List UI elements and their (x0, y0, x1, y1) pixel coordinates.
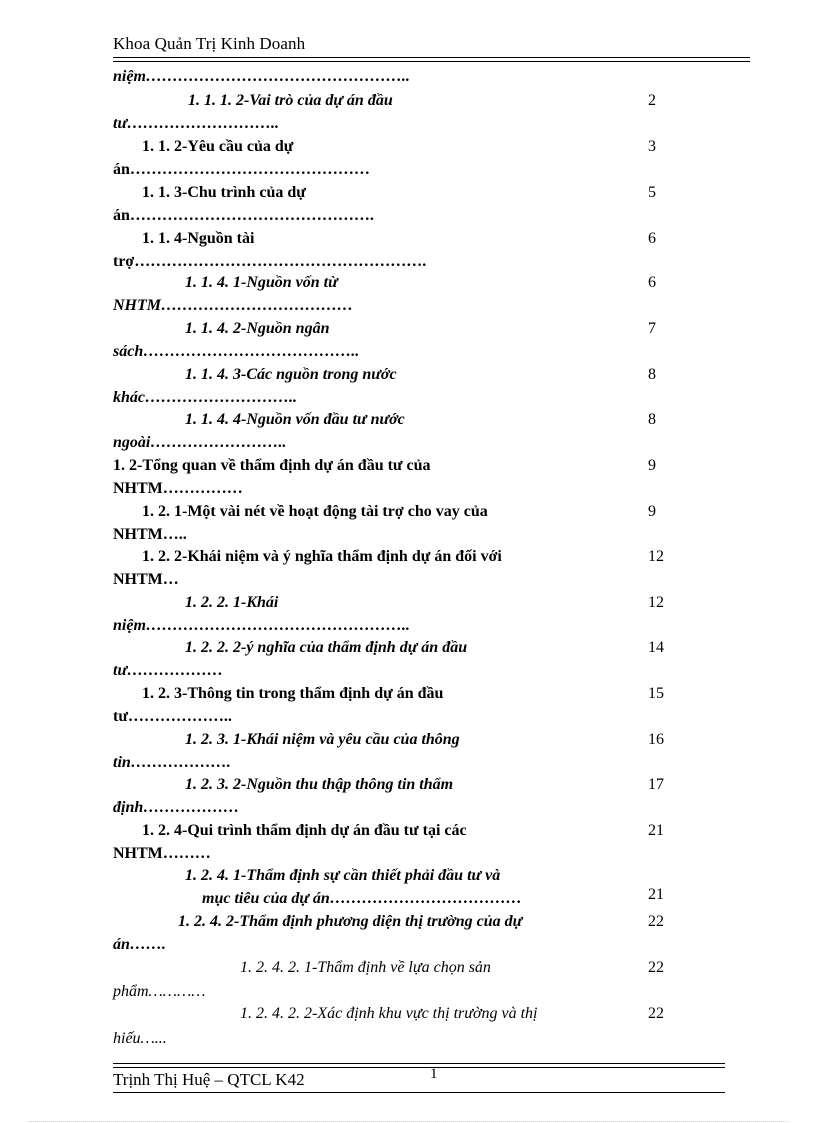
toc-line: 1. 1. 1. 2-Vai trò của dự án đầu (188, 92, 393, 109)
toc-page-number: 15 (648, 685, 664, 702)
footer-author: Trịnh Thị Huệ – QTCL K42 (113, 1070, 305, 1089)
toc-page-number: 22 (648, 913, 664, 930)
toc-line: án……. (113, 936, 166, 953)
toc-line: án………………………………………. (113, 207, 374, 224)
toc-page-number: 6 (648, 230, 656, 247)
toc-page-number: 9 (648, 503, 656, 520)
toc-line: định……………… (113, 799, 240, 816)
toc-line: 1. 1. 4. 3-Các nguồn trong nước (185, 366, 397, 383)
toc-page-number: 5 (648, 184, 656, 201)
toc-line: 1. 2. 4. 2. 2-Xác định khu vực thị trường và thị (240, 1005, 538, 1022)
toc-page-number: 21 (648, 822, 664, 839)
toc-line: trợ………………………………………………. (113, 253, 427, 270)
toc-line: tư……………………….. (113, 115, 280, 132)
toc-line: 1. 1. 4-Nguồn tài (142, 230, 255, 247)
toc-line: 1. 2-Tổng quan về thẩm định dự án đầu tư của (113, 457, 431, 474)
toc-page-number: 22 (648, 959, 664, 976)
toc-line: 1. 1. 4. 2-Nguồn ngân (185, 320, 330, 337)
toc-line: 1. 2. 3. 2-Nguồn thu thập thông tin thẩm (185, 776, 454, 793)
toc-page-number: 14 (648, 639, 664, 656)
toc-line: NHTM… (113, 571, 179, 588)
toc-line: sách………………………………….. (113, 343, 360, 360)
toc-line: 1. 2. 4. 1-Thẩm định sự cần thiết phải đầu tư và (185, 867, 501, 884)
toc-line: 1. 1. 4. 4-Nguồn vốn đầu tư nước (185, 411, 405, 428)
toc-line: 1. 2. 2. 2-ý nghĩa của thẩm định dự án đầu (185, 639, 468, 656)
toc-line: 1. 2. 4. 2. 1-Thẩm định về lựa chọn sản (240, 959, 491, 976)
toc-page-number: 8 (648, 366, 656, 383)
toc-page-number: 3 (648, 138, 656, 155)
toc-line: NHTM…………… (113, 480, 243, 497)
toc-page-number: 8 (648, 411, 656, 428)
toc-line: 1. 2. 3. 1-Khái niệm và yêu cầu của thông (185, 731, 460, 748)
toc-line: tư……………… (113, 662, 224, 679)
toc-page-number: 22 (648, 1005, 664, 1022)
toc-line: án……………………………………… (113, 161, 370, 178)
toc-line: tư……………….. (113, 708, 232, 725)
toc-line: NHTM……… (113, 845, 211, 862)
toc-line: NHTM….. (113, 526, 187, 543)
toc-line: 1. 2. 4-Qui trình thẩm định dự án đầu tư tại các (142, 822, 467, 839)
toc-page-number: 12 (648, 594, 664, 611)
toc-line: 1. 2. 2. 1-Khái (185, 594, 279, 611)
toc-page-number: 7 (648, 320, 656, 337)
footer-rule (113, 1063, 725, 1068)
toc-line: ngoài…………………….. (113, 434, 287, 451)
toc-page-number: 2 (648, 92, 656, 109)
toc-line: 1. 1. 4. 1-Nguồn vốn từ (185, 274, 338, 291)
toc-page-number: 12 (648, 548, 664, 565)
toc-line: 1. 2. 1-Một vài nét về hoạt động tài trợ cho vay của (142, 503, 488, 520)
toc-page-number: 6 (648, 274, 656, 291)
page-edge-divider (28, 1121, 788, 1122)
footer-page-number: 1 (430, 1066, 438, 1082)
toc-line: niệm………………………………………….. (113, 68, 410, 85)
page-header-title: Khoa Quản Trị Kinh Doanh (113, 34, 306, 53)
toc-line: phẩm………… (113, 983, 206, 1000)
toc-line: khác……………………….. (113, 389, 297, 406)
toc-page-number: 16 (648, 731, 664, 748)
toc-page-number: 21 (648, 886, 664, 903)
footer-bottom-rule (113, 1092, 725, 1093)
toc-line: 1. 2. 2-Khái niệm và ý nghĩa thẩm định dự án đối với (142, 548, 502, 565)
header-rule (113, 57, 750, 62)
toc-line: 1. 2. 4. 2-Thẩm định phương diện thị trường của dự (178, 913, 523, 930)
toc-page-number: 9 (648, 457, 656, 474)
toc-line: tin………………. (113, 754, 231, 771)
toc-line: 1. 1. 3-Chu trình của dự (142, 184, 306, 201)
toc-line: 1. 2. 3-Thông tin trong thẩm định dự án đầu (142, 685, 444, 702)
toc-page-number: 17 (648, 776, 664, 793)
toc-line: 1. 1. 2-Yêu cầu của dự (142, 138, 294, 155)
toc-line: hiếu…... (113, 1030, 167, 1047)
toc-line: NHTM……………………………… (113, 297, 353, 314)
toc-line: mục tiêu của dự án……………………………… (202, 890, 522, 907)
toc-line: niệm………………………………………….. (113, 617, 410, 634)
